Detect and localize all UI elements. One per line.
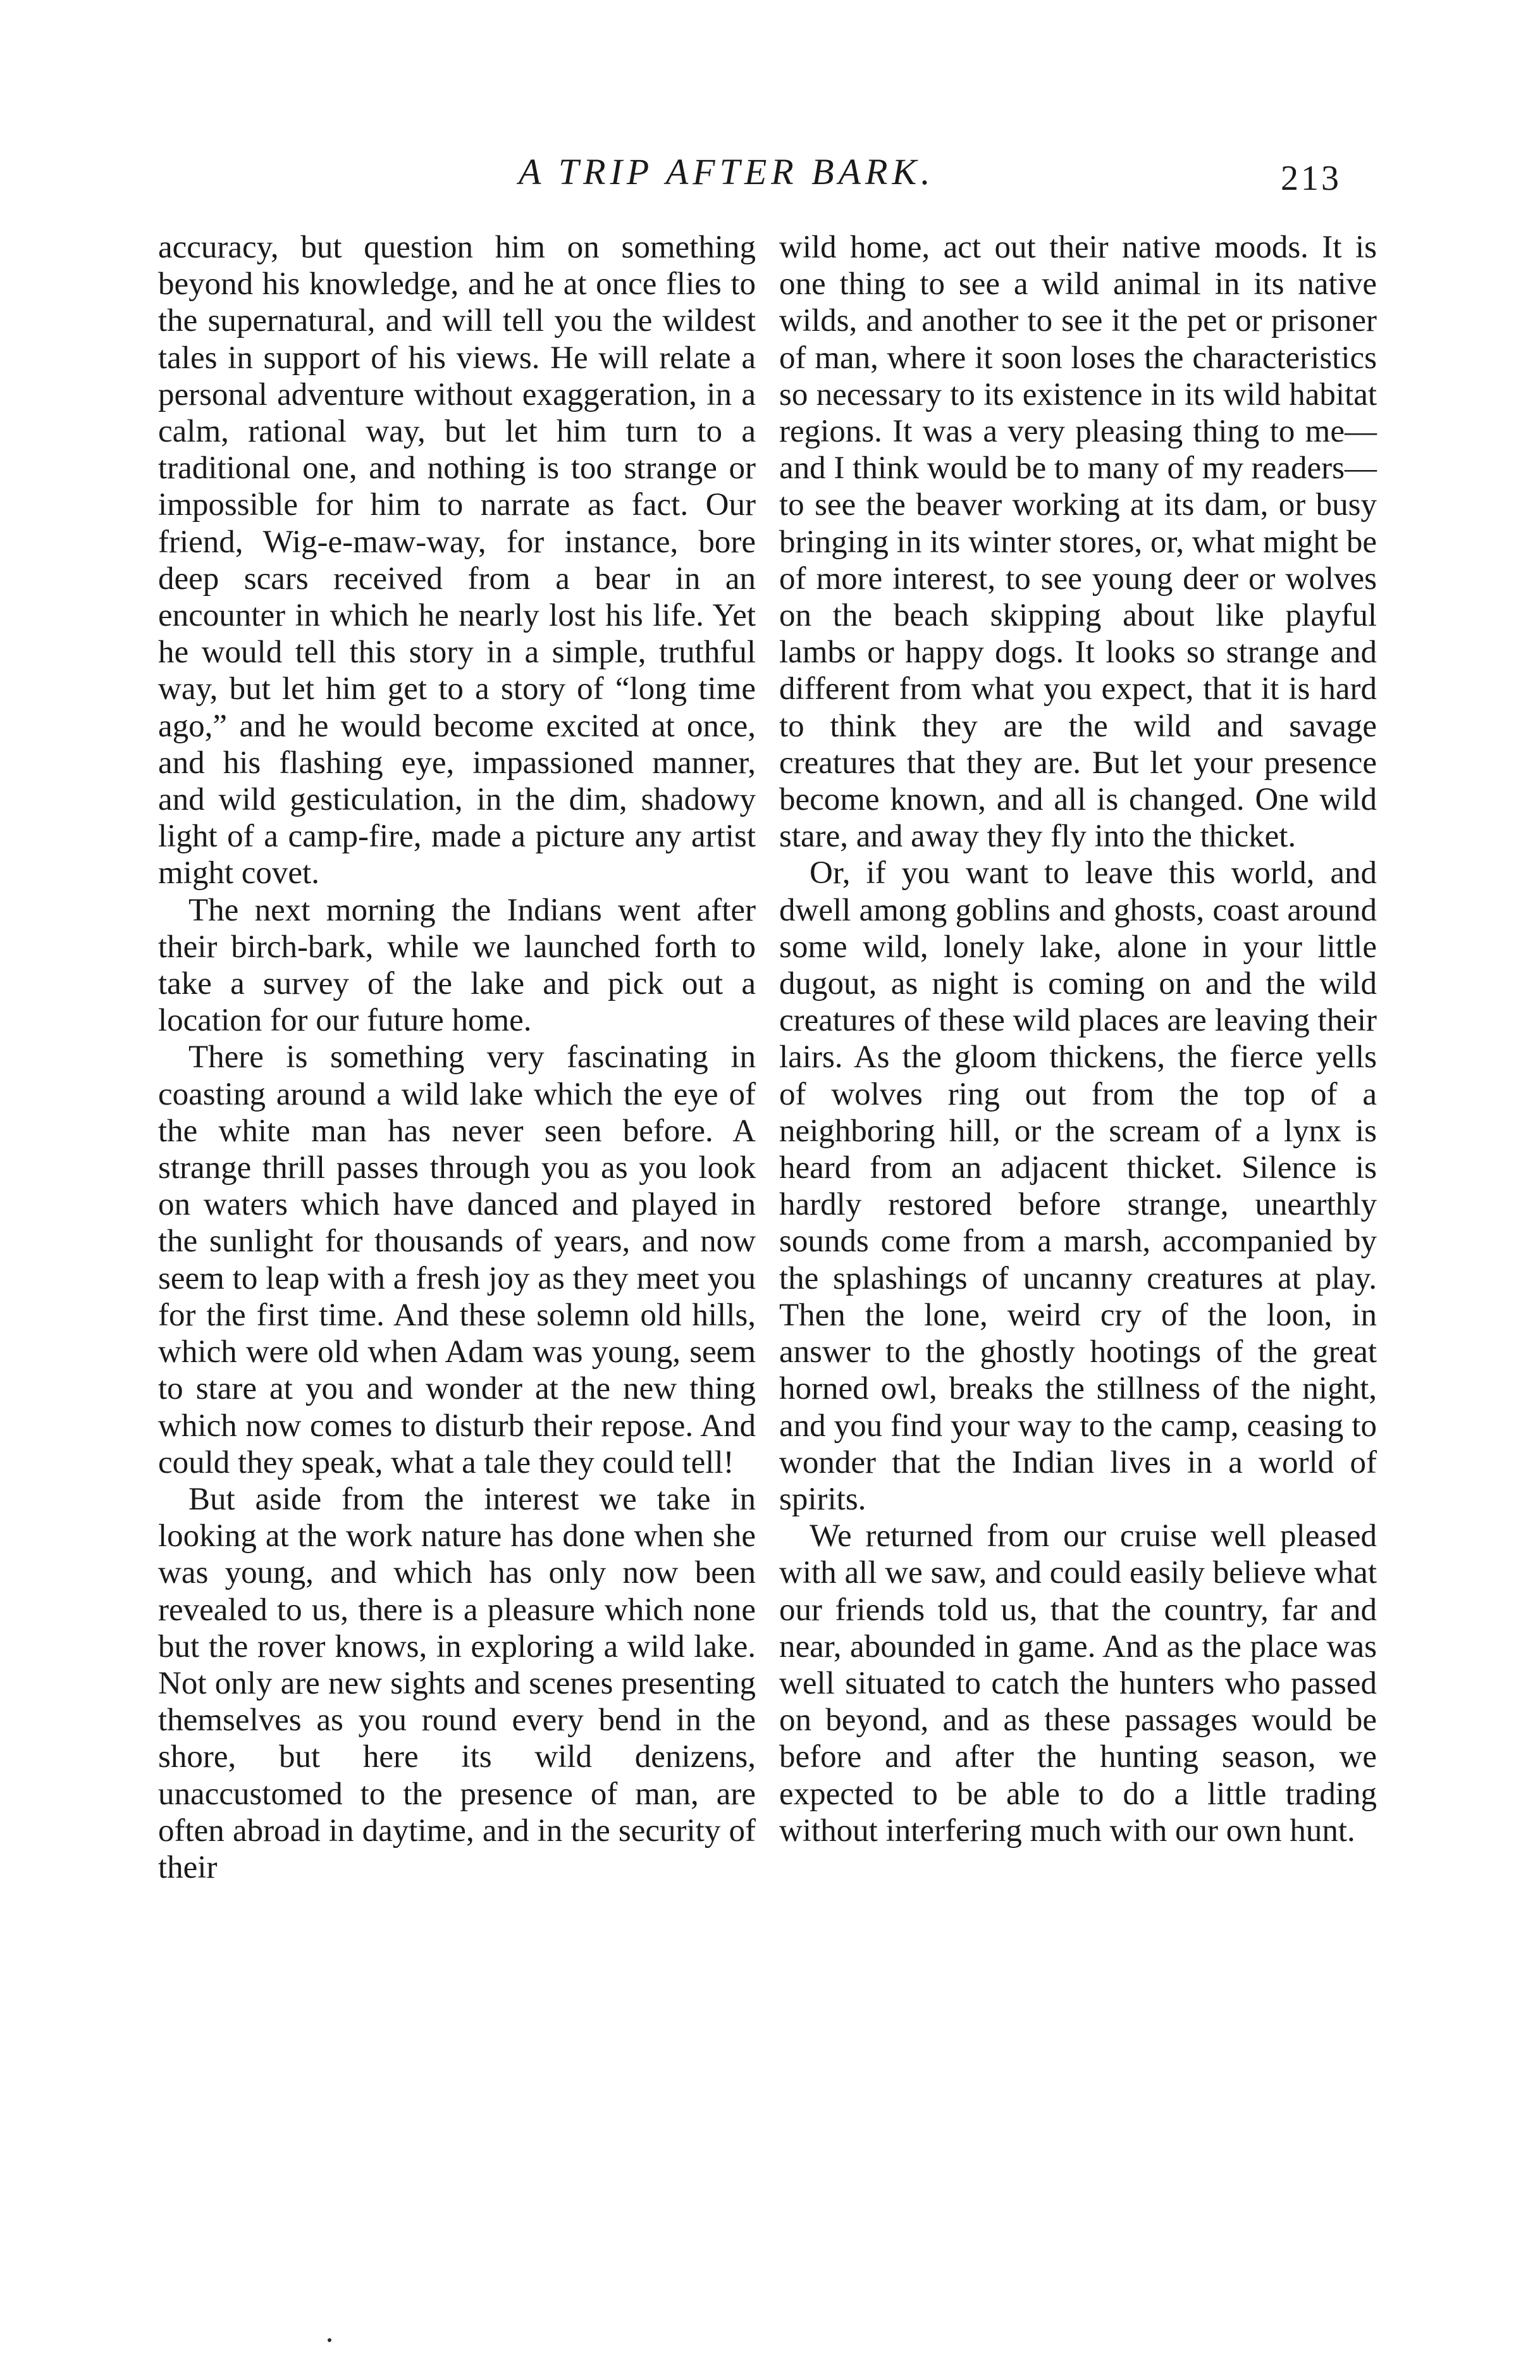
paragraph-coasting: There is something very fascinating in coasting around a wild lake which the eye of the white man has never seen before. A strange thrill passes through you as you look on waters which have danced and played in the sunlight for thousands of years, and now seem to leap with a fresh joy as they meet you for the first time. And these solemn old hills, which were old when Adam was young, seem to stare at you and wonder at the new thing which now comes to disturb their repose. And could they speak, what a tale they could tell! <box>158 1039 756 1480</box>
running-title: A TRIP AFTER BARK. <box>519 151 935 192</box>
paragraph-continued: accuracy, but question him on something beyond his knowledge, and he at once flies to the supernatural, and will tell you the wildest tales in support of his views. He will relate a personal adventure without exaggeration, in a calm, rational way, but let him turn to a traditional one, and nothing is too strange or impossible for him to narrate as fact. Our friend, Wig-e-maw-way, for instance, bore deep scars received from a bear in an encounter in which he nearly lost his life. Yet he would tell this story in a simple, truthful way, but let him get to a story of “long time ago,” and he would become excited at once, and his flashing eye, impassioned manner, and wild gesticulation, in the dim, shadowy light of a camp-fire, made a picture any artist might covet. <box>158 230 756 891</box>
ink-speck <box>328 2338 331 2342</box>
paragraph-returned: We returned from our cruise well pleased with all we saw, and could easily believe what our friends told us, that the country, far and near, abounded in game. And as the place was well situated to catch the hunters who passed on beyond, and as these passages would be before and after the hunting season, we expected to be able to do a little trading without interfering much with our own hunt. <box>779 1518 1377 1849</box>
paragraph-wild-home: wild home, act out their native moods. It is one thing to see a wild animal in its native wilds, and another to see it the pet or prisoner of man, where it soon loses the characteristics so necessary to its existence in its wild habitat regions. It was a very pleasing thing to me—and I think would be to many of my readers—to see the beaver working at its dam, or busy bringing in its winter stores, or, what might be of more interest, to see young deer or wolves on the beach skipping about like playful lambs or happy dogs. It looks so strange and different from what you expect, that it is hard to think they are the wild and savage creatures that they are. But let your presence become known, and all is changed. One wild stare, and away they fly into the thicket. <box>779 230 1377 855</box>
paragraph-goblins: Or, if you want to leave this world, and dwell among goblins and ghosts, coast around some wild, lonely lake, alone in your little dugout, as night is coming on and the wild creatures of these wild places are leaving their lairs. As the gloom thickens, the fierce yells of wolves ring out from the top of a neighboring hill, or the scream of a lynx is heard from an adjacent thicket. Silence is hardly restored before strange, unearthly sounds come from a marsh, accompanied by the splashings of uncanny creatures at play. Then the lone, weird cry of the loon, in answer to the ghostly hootings of the great horned owl, breaks the stillness of the night, and you find your way to the camp, ceasing to wonder that the Indian lives in a world of spirits. <box>779 855 1377 1517</box>
right-column <box>779 229 1377 1849</box>
running-head <box>0 151 1540 201</box>
left-column <box>158 229 756 1886</box>
paragraph-next-morning: The next morning the Indians went after their birch-bark, while we launched forth to take a survey of the lake and pick out a location for our future home. <box>158 892 756 1039</box>
paragraph-aside: But aside from the interest we take in looking at the work nature has done when she was young, and which has only now been revealed to us, there is a pleasure which none but the rover knows, in exploring a wild lake. Not only are new sights and scenes presenting themselves as you round every bend in the shore, but here its wild denizens, unaccustomed to the presence of man, are often abroad in daytime, and in the security of their <box>158 1481 756 1885</box>
page-number: 213 <box>1281 159 1341 198</box>
